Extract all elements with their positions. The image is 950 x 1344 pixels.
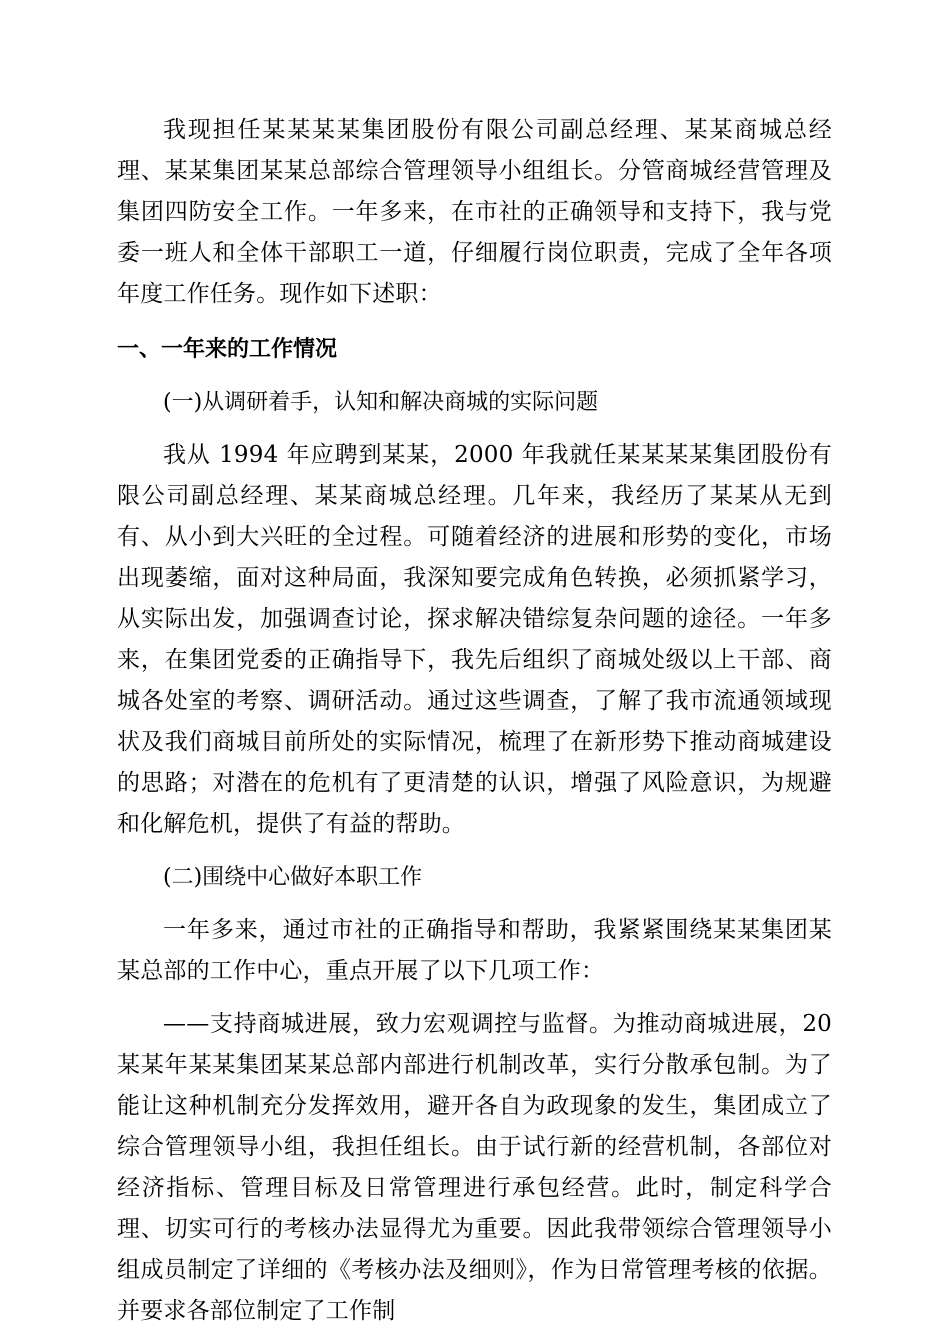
subsection-heading-2: (二)围绕中心做好本职工作 [163, 865, 423, 890]
subsection-2-paragraph-1: 一年多来，通过市社的正确指导和帮助，我紧紧围绕某某集团某某总部的工作中心，重点开展了以下几项工作： [117, 917, 832, 984]
spacer [117, 423, 832, 435]
spacer [117, 315, 832, 329]
section-heading-1: 一、一年来的工作情况 [117, 337, 338, 362]
subsection-heading-1: (一)从调研着手，认知和解决商城的实际问题 [163, 390, 599, 415]
subsection-1-paragraph: 我从 1994 年应聘到某某，2000 年我就任某某某某集团股份有限公司副总经理、某某商城总经理。几年来，我经历了某某从无到有、从小到大兴旺的全过程。可随着经济的进展和形势的变化，市场出现萎缩，面对这种局面，我深知要完成角色转换，必须抓紧学习，从实际出发，加强调查讨论，探求解决错综复杂问题的途径。一年多来，在集团党委的正确指导下，我先后组织了商城处级以上干部、商城各处室的考察、调研活动。通过这些调查，了解了我市流通领域现状及我们商城目前所处的实际情况，梳理了在新形势下推动商城建设的思路；对潜在的危机有了更清楚的认识，增强了风险意识，为规避和化解危机，提供了有益的帮助。 [117, 442, 832, 837]
spacer [117, 845, 832, 857]
spacer [117, 370, 832, 382]
document-page [117, 110, 832, 1332]
intro-paragraph: 我现担任某某某某集团股份有限公司副总经理、某某商城总经理、某某集团某某总部综合管理领导小组组长。分管商城经营管理及集团四防安全工作。一年多来，在市社的正确领导和支持下，我与党委一班人和全体干部职工一道，仔细履行岗位职责，完成了全年各项年度工作任务。现作如下述职： [117, 117, 832, 307]
spacer [117, 992, 832, 1004]
spacer [117, 898, 832, 910]
subsection-2-paragraph-2: ——支持商城进展，致力宏观调控与监督。为推动商城进展，20 某某年某某集团某某总部内部进行机制改革，实行分散承包制。为了能让这种机制充分发挥效用，避开各自为政现象的发生，集团成立了综合管理领导小组，我担任组长。由于试行新的经营机制，各部位对经济指标、管理目标及日常管理进行承包经营。此时，制定科学合理、切实可行的考核办法显得尤为重要。因此我带领综合管理领导小组成员制定了详细的《考核办法及细则》，作为日常管理考核的依据。并要求各部位制定了工作制 [117, 1011, 832, 1324]
